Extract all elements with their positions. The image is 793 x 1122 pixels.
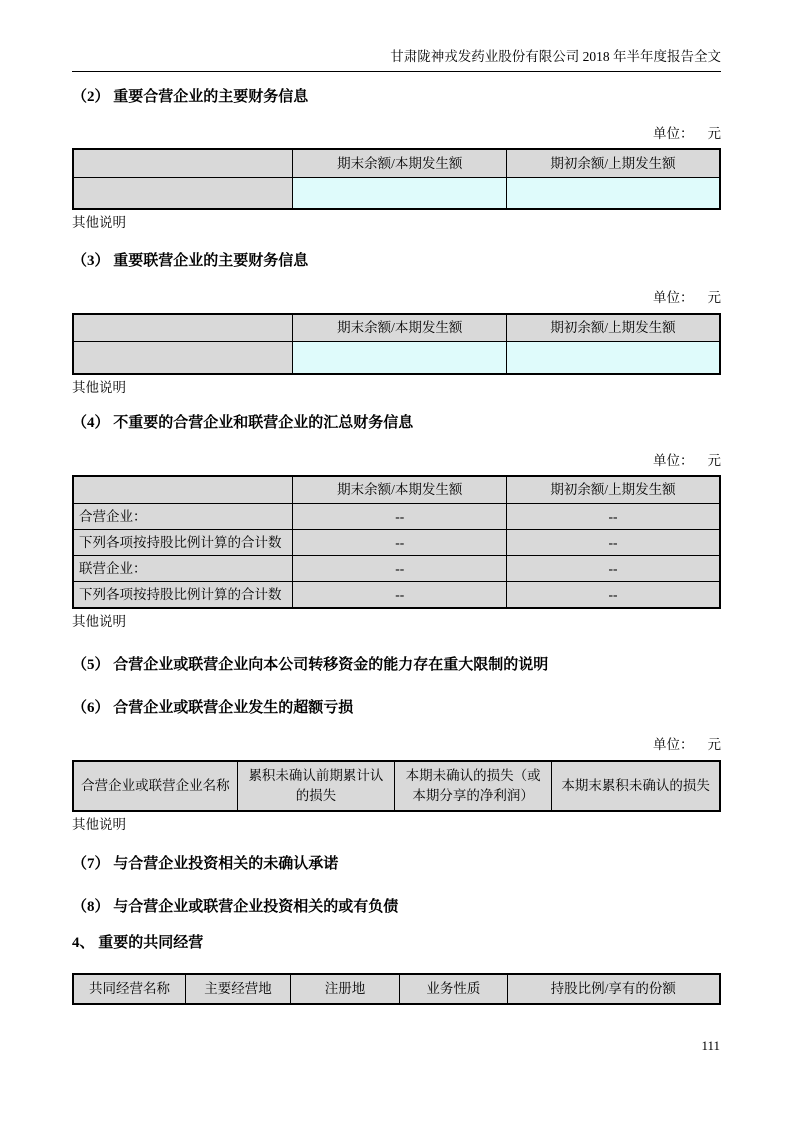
table-header-cell bbox=[73, 314, 293, 342]
table-header-cell: 本期末累积未确认的损失 bbox=[552, 761, 720, 811]
table-row bbox=[73, 761, 720, 811]
table-header-cell: 期初余额/上期发生额 bbox=[506, 149, 720, 177]
document-header bbox=[72, 48, 721, 72]
section-7-title: （7） 与合营企业投资相关的未确认承诺 bbox=[72, 855, 339, 872]
unit-label: 单位： bbox=[653, 452, 694, 468]
table-excess-losses bbox=[72, 760, 721, 812]
table-header-cell: 共同经营名称 bbox=[73, 974, 186, 1004]
unit-value: 元 bbox=[707, 452, 721, 468]
table-header-cell: 期初余额/上期发生额 bbox=[506, 314, 720, 342]
unit-label: 单位： bbox=[653, 126, 694, 142]
table-row bbox=[73, 177, 720, 209]
section-3-title: （3） 重要联营企业的主要财务信息 bbox=[72, 252, 309, 269]
row-label-cell: 下列各项按持股比例计算的合计数 bbox=[73, 530, 293, 556]
table-cell: -- bbox=[506, 530, 720, 556]
table-row bbox=[73, 314, 720, 342]
unit-value: 元 bbox=[707, 126, 721, 142]
header-title: 甘肃陇神戎发药业股份有限公司 2018 年半年度报告全文 bbox=[390, 49, 721, 64]
row-label-cell bbox=[73, 342, 293, 374]
table-cell: -- bbox=[293, 556, 507, 582]
table-cell bbox=[506, 177, 720, 209]
table-header-cell: 期初余额/上期发生额 bbox=[506, 476, 720, 504]
unit-value: 元 bbox=[707, 290, 721, 306]
unit-line bbox=[72, 290, 721, 306]
table-insignificant-jv-summary bbox=[72, 475, 721, 609]
table-row bbox=[73, 530, 720, 556]
table-important-associate-financials bbox=[72, 313, 721, 375]
section-joint-operations-title: 4、 重要的共同经营 bbox=[72, 935, 204, 952]
table-important-jv-financials bbox=[72, 148, 721, 210]
other-note-label: 其他说明 bbox=[72, 379, 126, 395]
table-cell: -- bbox=[506, 556, 720, 582]
row-label-cell: 下列各项按持股比例计算的合计数 bbox=[73, 582, 293, 608]
table-cell bbox=[293, 177, 507, 209]
table-row bbox=[73, 974, 720, 1004]
table-header-cell: 合营企业或联营企业名称 bbox=[73, 761, 237, 811]
table-header-cell: 主要经营地 bbox=[186, 974, 291, 1004]
unit-label: 单位： bbox=[653, 737, 694, 753]
table-cell: -- bbox=[506, 582, 720, 608]
page-number: 111 bbox=[701, 1038, 720, 1053]
other-note-label: 其他说明 bbox=[72, 613, 126, 629]
table-header-cell: 期末余额/本期发生额 bbox=[293, 476, 507, 504]
table-header-cell bbox=[73, 149, 293, 177]
row-label-cell bbox=[73, 177, 293, 209]
unit-line bbox=[72, 126, 721, 142]
section-4-title: （4） 不重要的合营企业和联营企业的汇总财务信息 bbox=[72, 414, 414, 431]
section-8-title: （8） 与合营企业或联营企业投资相关的或有负债 bbox=[72, 898, 399, 915]
table-cell bbox=[293, 342, 507, 374]
section-6-title: （6） 合营企业或联营企业发生的超额亏损 bbox=[72, 699, 354, 716]
table-row bbox=[73, 476, 720, 504]
table-header-cell: 期末余额/本期发生额 bbox=[293, 149, 507, 177]
unit-line bbox=[72, 453, 721, 469]
table-cell: -- bbox=[506, 504, 720, 530]
table-joint-operations bbox=[72, 973, 721, 1005]
table-header-cell bbox=[73, 476, 293, 504]
table-row bbox=[73, 582, 720, 608]
table-cell: -- bbox=[293, 530, 507, 556]
unit-value: 元 bbox=[707, 737, 721, 753]
table-header-cell: 业务性质 bbox=[400, 974, 507, 1004]
other-note-label: 其他说明 bbox=[72, 816, 126, 832]
section-2-title: （2） 重要合营企业的主要财务信息 bbox=[72, 88, 309, 105]
row-label-cell: 联营企业： bbox=[73, 556, 293, 582]
table-header-cell: 累积未确认前期累计认的损失 bbox=[237, 761, 394, 811]
table-cell: -- bbox=[293, 504, 507, 530]
table-row bbox=[73, 149, 720, 177]
table-row bbox=[73, 342, 720, 374]
table-row bbox=[73, 504, 720, 530]
table-header-cell: 持股比例/享有的份额 bbox=[507, 974, 720, 1004]
other-note-label: 其他说明 bbox=[72, 215, 126, 231]
table-cell bbox=[506, 342, 720, 374]
unit-line bbox=[72, 737, 721, 753]
table-header-cell: 期末余额/本期发生额 bbox=[293, 314, 507, 342]
table-cell: -- bbox=[293, 582, 507, 608]
row-label-cell: 合营企业： bbox=[73, 504, 293, 530]
table-header-cell: 注册地 bbox=[290, 974, 399, 1004]
table-header-cell: 本期未确认的损失（或本期分享的净利润） bbox=[395, 761, 552, 811]
table-row bbox=[73, 556, 720, 582]
section-5-title: （5） 合营企业或联营企业向本公司转移资金的能力存在重大限制的说明 bbox=[72, 656, 549, 673]
unit-label: 单位： bbox=[653, 290, 694, 306]
